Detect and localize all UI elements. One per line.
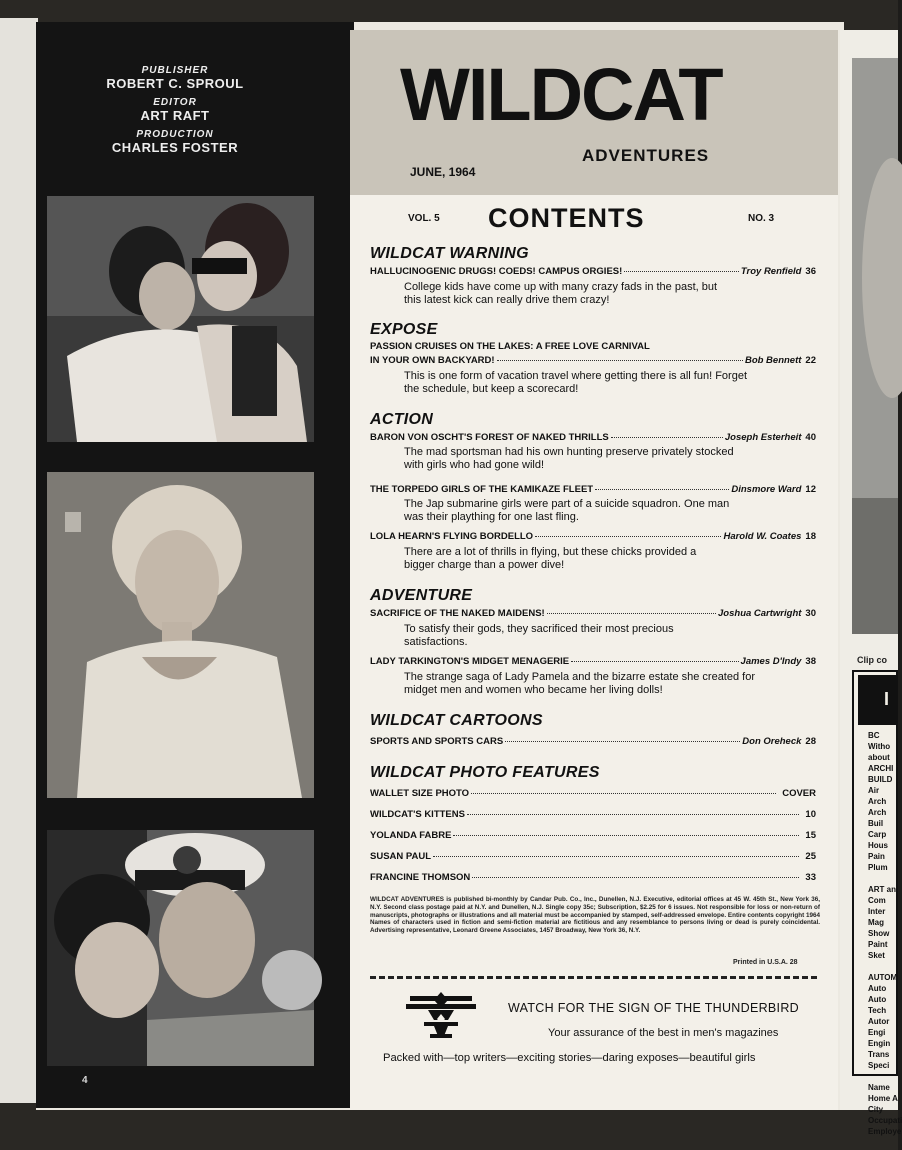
leader-dots [571, 661, 738, 662]
coupon-lines: BC Witho about ARCHI BUILD Air Arch Arch Buil Carp Hous Pain Plum ART an Com Inter Mag Show Paint Sket AUTOM Auto Auto Tech Autor Engi Engin Trans Speci Name Home A City Occupati Employe [868, 731, 902, 1136]
article-page: 18 [805, 531, 816, 542]
section-title: WILDCAT PHOTO FEATURES [370, 764, 600, 781]
next-page-photo [852, 58, 898, 634]
article-title: WALLET SIZE PHOTO [370, 788, 470, 799]
page-number: 4 [82, 1075, 88, 1086]
article-blurb: The strange saga of Lady Pamela and the bizarre estate she created for midget men and women who became her living dolls! [404, 671, 755, 696]
article-author: Don Oreheck [742, 736, 802, 747]
article-title: SUSAN PAUL [370, 851, 432, 862]
article-author: Troy Renfield [740, 266, 802, 277]
coupon-heading: I [858, 675, 898, 725]
magazine-subtitle: ADVENTURES [582, 146, 710, 165]
article-page: 22 [805, 355, 816, 366]
article-author: Joseph Esterheit [724, 432, 802, 443]
article-title-line1: PASSION CRUISES ON THE LAKES: A FREE LOVE CARNIVAL [370, 341, 650, 352]
section-title: WILDCAT CARTOONS [370, 712, 543, 729]
photo-couple-kissing [47, 196, 314, 442]
clip-coupon-text: Clip co [857, 655, 888, 665]
toc-entry[interactable] [370, 266, 816, 277]
article-page: 36 [805, 266, 816, 277]
leader-dots [595, 489, 729, 490]
publisher-role: PUBLISHER [141, 65, 209, 76]
issue-date: JUNE, 1964 [410, 165, 476, 179]
article-author: Joshua Cartwright [718, 608, 802, 619]
article-page: 12 [805, 484, 816, 495]
leader-dots [624, 271, 739, 272]
article-author: Harold W. Coates [723, 531, 802, 542]
toc-entry[interactable] [370, 788, 816, 799]
production-name: CHARLES FOSTER [111, 140, 239, 155]
leader-dots [453, 835, 799, 836]
article-page: 30 [805, 608, 816, 619]
volume-label: VOL. 5 [408, 213, 440, 224]
article-title: IN YOUR OWN BACKYARD! [370, 355, 495, 366]
toc-entry[interactable] [370, 736, 816, 747]
magazine-title: WILDCAT [400, 53, 722, 136]
toc-entry[interactable] [370, 432, 816, 443]
article-title: THE TORPEDO GIRLS OF THE KAMIKAZE FLEET [370, 484, 594, 495]
article-blurb: There are a lot of thrills in flying, but these chicks provided a bigger charge than a power dive! [404, 546, 697, 571]
article-blurb: This is one form of vacation travel where getting there is all fun! Forget the schedule, but keep a scorecard! [404, 370, 747, 395]
article-title: BARON VON OSCHT'S FOREST OF NAKED THRILLS [370, 432, 609, 443]
article-author: Dinsmore Ward [731, 484, 802, 495]
leader-dots [467, 814, 799, 815]
article-page: 10 [805, 809, 816, 820]
publisher-name: ROBERT C. SPROUL [106, 76, 244, 91]
article-blurb: To satisfy their gods, they sacrificed their most precious satisfactions. [404, 623, 674, 648]
article-page: 40 [805, 432, 816, 443]
section-title: ADVENTURE [370, 587, 473, 604]
article-title: YOLANDA FABRE [370, 830, 452, 841]
promo-packed-text: Packed with—top writers—exciting stories—daring exposes—beautiful girls [383, 1052, 756, 1064]
toc-entry[interactable] [370, 608, 816, 619]
leader-dots [471, 793, 776, 794]
article-page: 25 [805, 851, 816, 862]
article-title: LADY TARKINGTON'S MIDGET MENAGERIE [370, 656, 570, 667]
article-title: LOLA HEARN'S FLYING BORDELLO [370, 531, 534, 542]
toc-entry[interactable] [370, 872, 816, 883]
article-title: WILDCAT'S KITTENS [370, 809, 465, 820]
article-page: 38 [805, 656, 816, 667]
contents-heading: CONTENTS [488, 203, 645, 233]
article-page: 15 [805, 830, 816, 841]
editor-name: ART RAFT [140, 108, 210, 123]
publication-fine-print: WILDCAT ADVENTURES is published bi-monthly by Candar Pub. Co., Inc., Dunellen, N.J. Executive, editorial offices at 45 W. 45th St., New York 36, N.Y. Second class postage paid at N.Y. and Dunellen, N.J. Single copy 35c; Subscription, $2.25 for 6 issues. Not responsible for loss or non-return of manuscripts, photographs or illustrations and all material must be accompanied by stamped, self-addressed envelope. Entire contents copyright 1964 Names of characters used in fiction and semi-fiction material are fictitious and any resemblance to persons living or dead is purely coincidental. Advertising representative, Leonard Greene Associates, 1457 Broadway, New York 36, N.Y. [370, 896, 820, 935]
article-title: FRANCINE THOMSON [370, 872, 471, 883]
section-title: ACTION [370, 411, 434, 428]
printed-in-usa: Printed in U.S.A. 28 [733, 959, 798, 966]
section-title: EXPOSE [370, 321, 438, 338]
toc-entry[interactable] [370, 851, 816, 862]
article-blurb: College kids have come up with many crazy fads in the past, but this latest kick can really drive them crazy! [404, 281, 718, 306]
leader-dots [547, 613, 716, 614]
photo-blonde-woman [47, 472, 314, 798]
thunderbird-icon [404, 990, 478, 1040]
toc-entry[interactable] [370, 809, 816, 820]
toc-entry[interactable] [370, 830, 816, 841]
article-page: 33 [805, 872, 816, 883]
article-author: Bob Bennett [744, 355, 802, 366]
leader-dots [472, 877, 799, 878]
promo-assurance-text: Your assurance of the best in men's magazines [548, 1027, 779, 1039]
toc-entry[interactable] [370, 355, 816, 366]
toc-entry[interactable] [370, 656, 816, 667]
article-title: SPORTS AND SPORTS CARS [370, 736, 504, 747]
toc-entry[interactable] [370, 531, 816, 542]
leader-dots [433, 856, 799, 857]
article-blurb: The Jap submarine girls were part of a suicide squadron. One man was their plaything for one last fling. [404, 498, 730, 523]
section-title: WILDCAT WARNING [370, 245, 529, 262]
article-blurb: The mad sportsman had his own hunting preserve privately stocked with girls who had gone wild! [404, 446, 734, 471]
promo-watch-text: WATCH FOR THE SIGN OF THE THUNDERBIRD [508, 1001, 799, 1015]
photo-sailor-and-woman [47, 830, 314, 1066]
toc-entry[interactable] [370, 484, 816, 495]
dashed-divider [370, 976, 817, 979]
article-author: James D'Indy [740, 656, 802, 667]
previous-page-edge [0, 18, 38, 1103]
article-page: 28 [805, 736, 816, 747]
leader-dots [505, 741, 740, 742]
leader-dots [497, 360, 743, 361]
production-role: PRODUCTION [136, 129, 214, 140]
article-title: SACRIFICE OF THE NAKED MAIDENS! [370, 608, 545, 619]
masthead-credits [60, 65, 290, 161]
leader-dots [611, 437, 723, 438]
article-title: HALLUCINOGENIC DRUGS! COEDS! CAMPUS ORGIES! [370, 266, 623, 277]
article-page: COVER [782, 788, 816, 799]
leader-dots [535, 536, 721, 537]
editor-role: EDITOR [153, 97, 197, 108]
issue-number-label: NO. 3 [748, 213, 775, 224]
